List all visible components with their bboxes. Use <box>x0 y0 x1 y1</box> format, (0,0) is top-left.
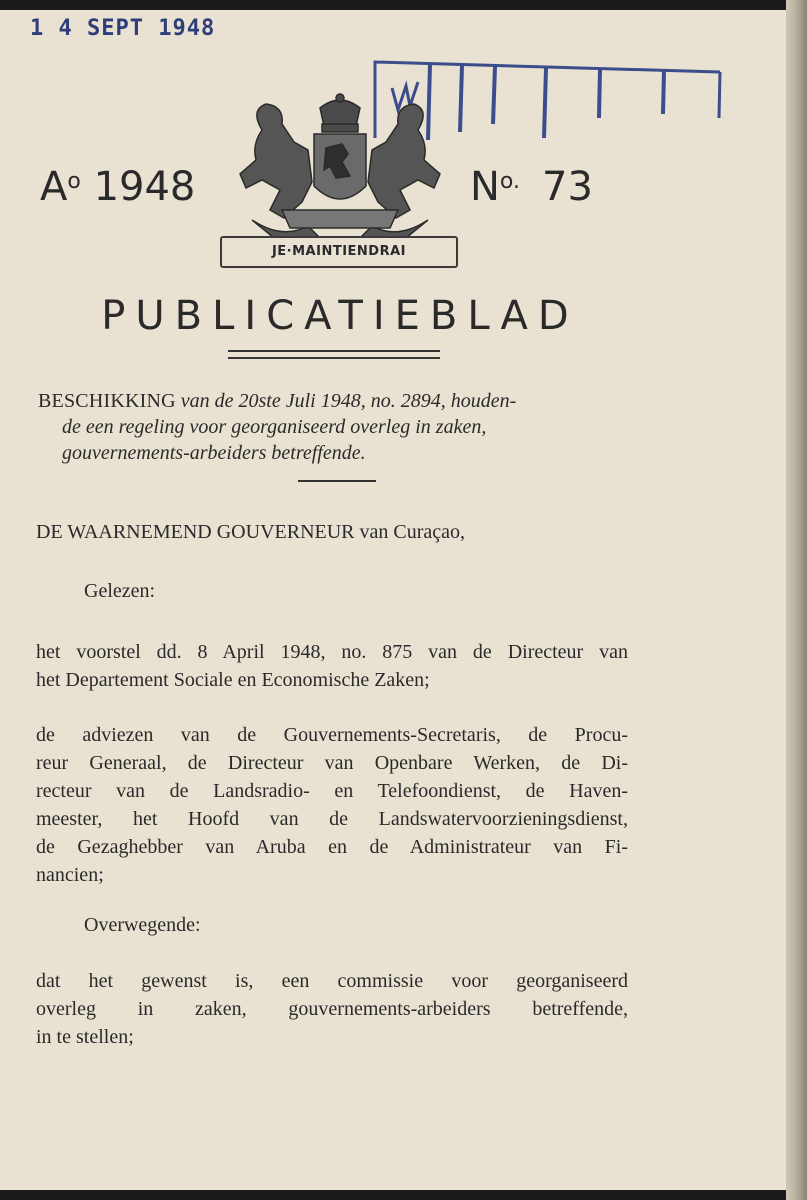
heading-divider <box>298 480 376 482</box>
text-line: de adviezen van de Gouvernements-Secretaris, de Procu- <box>36 724 628 746</box>
text-line: reur Generaal, de Directeur van Openbare Werken, de Di- <box>36 752 628 774</box>
text-line: nancien; <box>36 864 104 886</box>
gelezen-label: Gelezen: <box>84 580 156 602</box>
date-received-stamp: 1 4 SEPT 1948 <box>30 16 216 41</box>
year-sup: o <box>67 169 81 194</box>
heading-line-2: de een regeling voor georganiseerd overleg in zaken, <box>62 416 487 438</box>
year-value: 1948 <box>93 164 196 210</box>
number-label: N <box>470 164 500 210</box>
year-label: A <box>40 164 68 210</box>
overwegende-label: Overwegende: <box>84 914 201 936</box>
text-line: de Gezaghebber van Aruba en de Administrateur van Fi- <box>36 836 628 858</box>
number-sup: o. <box>499 169 520 194</box>
text-line: het voorstel dd. 8 April 1948, no. 875 van de Directeur van <box>36 641 628 663</box>
page-title: PUBLICATIEBLAD <box>101 293 579 339</box>
title-divider <box>228 350 440 359</box>
voorstel-paragraph <box>36 638 628 694</box>
text-line: het Departement Sociale en Economische Zaken; <box>36 669 430 691</box>
adviezen-paragraph <box>36 721 628 889</box>
document-page <box>0 10 786 1190</box>
text-line: meester, het Hoofd van de Landswatervoorzieningsdienst, <box>36 808 628 830</box>
decree-heading <box>38 388 638 466</box>
number-value: 73 <box>542 164 593 210</box>
issuer-line: DE WAARNEMEND GOUVERNEUR van Curaçao, <box>36 521 466 543</box>
motto-banner: JE·MAINTIENDRAI <box>220 236 458 268</box>
year-indicator <box>40 164 195 210</box>
issue-number <box>470 164 593 210</box>
heading-line-1: BESCHIKKING van de 20ste Juli 1948, no. 2894, houden- <box>38 390 517 412</box>
dat-paragraph <box>36 967 628 1051</box>
text-line: overleg in zaken, gouvernements-arbeiders betreffende, <box>36 998 628 1020</box>
heading-line-3: gouvernements-arbeiders betreffende. <box>62 442 366 464</box>
text-line: in te stellen; <box>36 1026 134 1048</box>
page-edge <box>786 0 807 1200</box>
text-line: recteur van de Landsradio- en Telefoondienst, de Haven- <box>36 780 628 802</box>
text-line: dat het gewenst is, een commissie voor georganiseerd <box>36 970 628 992</box>
